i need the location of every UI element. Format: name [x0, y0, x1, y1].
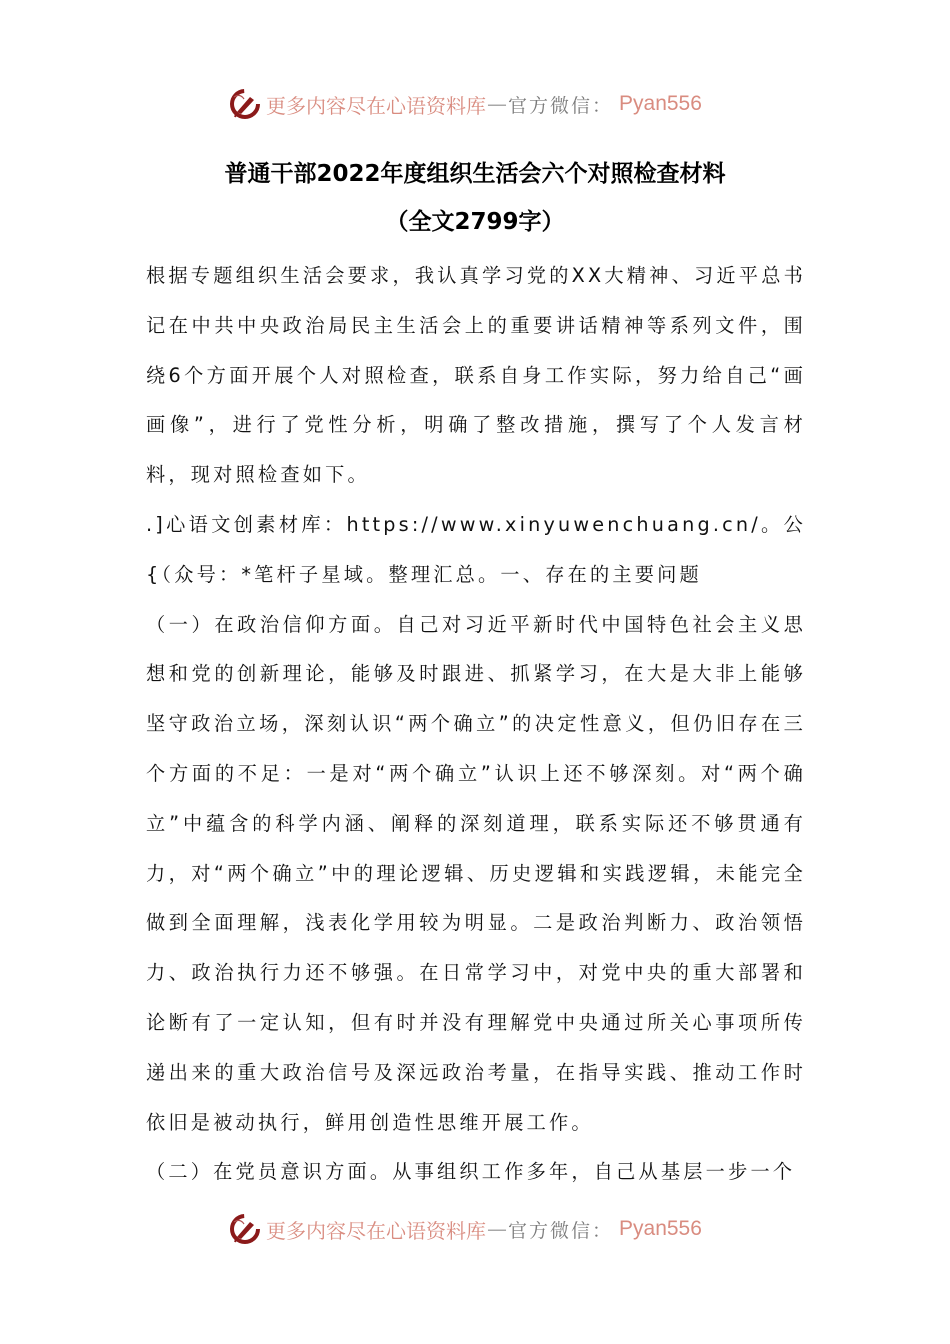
- header-banner: [228, 84, 728, 124]
- banner-dash: —: [487, 1217, 507, 1241]
- banner-wechat-id: Pyan556: [619, 1217, 702, 1240]
- banner-dash: —: [487, 92, 507, 116]
- paragraph-party-awareness: （二）在党员意识方面。从事组织工作多年，自己从基层一步一个: [146, 1160, 796, 1184]
- banner-main-text: 更多内容尽在心语资料库: [266, 1218, 486, 1243]
- quill-pen-logo-icon: [228, 1212, 262, 1246]
- paragraph-political-belief: （一）在政治信仰方面。自己对习近平新时代中国特色社会主义思想和党的创新理论，能够及时跟进、抓紧学习，在大是大非上能够坚守政治立场，深刻认识“两个确立”的决定性意义，但仍旧存在三个方面的不足：一是对“两个确立”认识上还不够深刻。对“两个确立”中蕴含的科学内涵、阐释的深刻道理，联系实际还不够贯通有力，对“两个确立”中的理论逻辑、历史逻辑和实践逻辑，未能完全做到全面理解，浅表化学用较为明显。二是政治判断力、政治领悟力、政治执行力还不够强。在日常学习中，对党中央的重大部署和论断有了一定认知，但有时并没有理解党中央通过所关心事项所传递出来的重大政治信号及深远政治考量，在指导实践、推动工作时依旧是被动执行，鲜用创造性思维开展工作。: [146, 612, 806, 1134]
- banner-wechat-label: 官方微信：: [508, 1219, 614, 1242]
- document-subtitle: （全文2799字）: [385, 209, 565, 235]
- paragraph-intro: 根据专题组织生活会要求，我认真学习党的XX大精神、习近平总书记在中共中央政治局民主生活会上的重要讲话精神等系列文件，围绕6个方面开展个人对照检查，联系自身工作实际，努力给自己“画画像”，进行了党性分析，明确了整改措施，撰写了个人发言材料，现对照检查如下。: [146, 264, 806, 487]
- banner-wechat-id: Pyan556: [619, 92, 702, 115]
- banner-main-text: 更多内容尽在心语资料库: [266, 93, 486, 118]
- paragraph-source: .]心语文创素材库：https://www.xinyuwenchuang.cn/。公{（众号：*笔杆子星域。整理汇总。一、存在的主要问题: [146, 512, 806, 586]
- document-body: [146, 251, 806, 1197]
- banner-wechat-label: 官方微信：: [508, 94, 614, 117]
- quill-pen-logo-icon: [228, 87, 262, 121]
- footer-banner: [228, 1209, 728, 1249]
- document-title: 普通干部2022年度组织生活会六个对照检查材料: [224, 161, 726, 187]
